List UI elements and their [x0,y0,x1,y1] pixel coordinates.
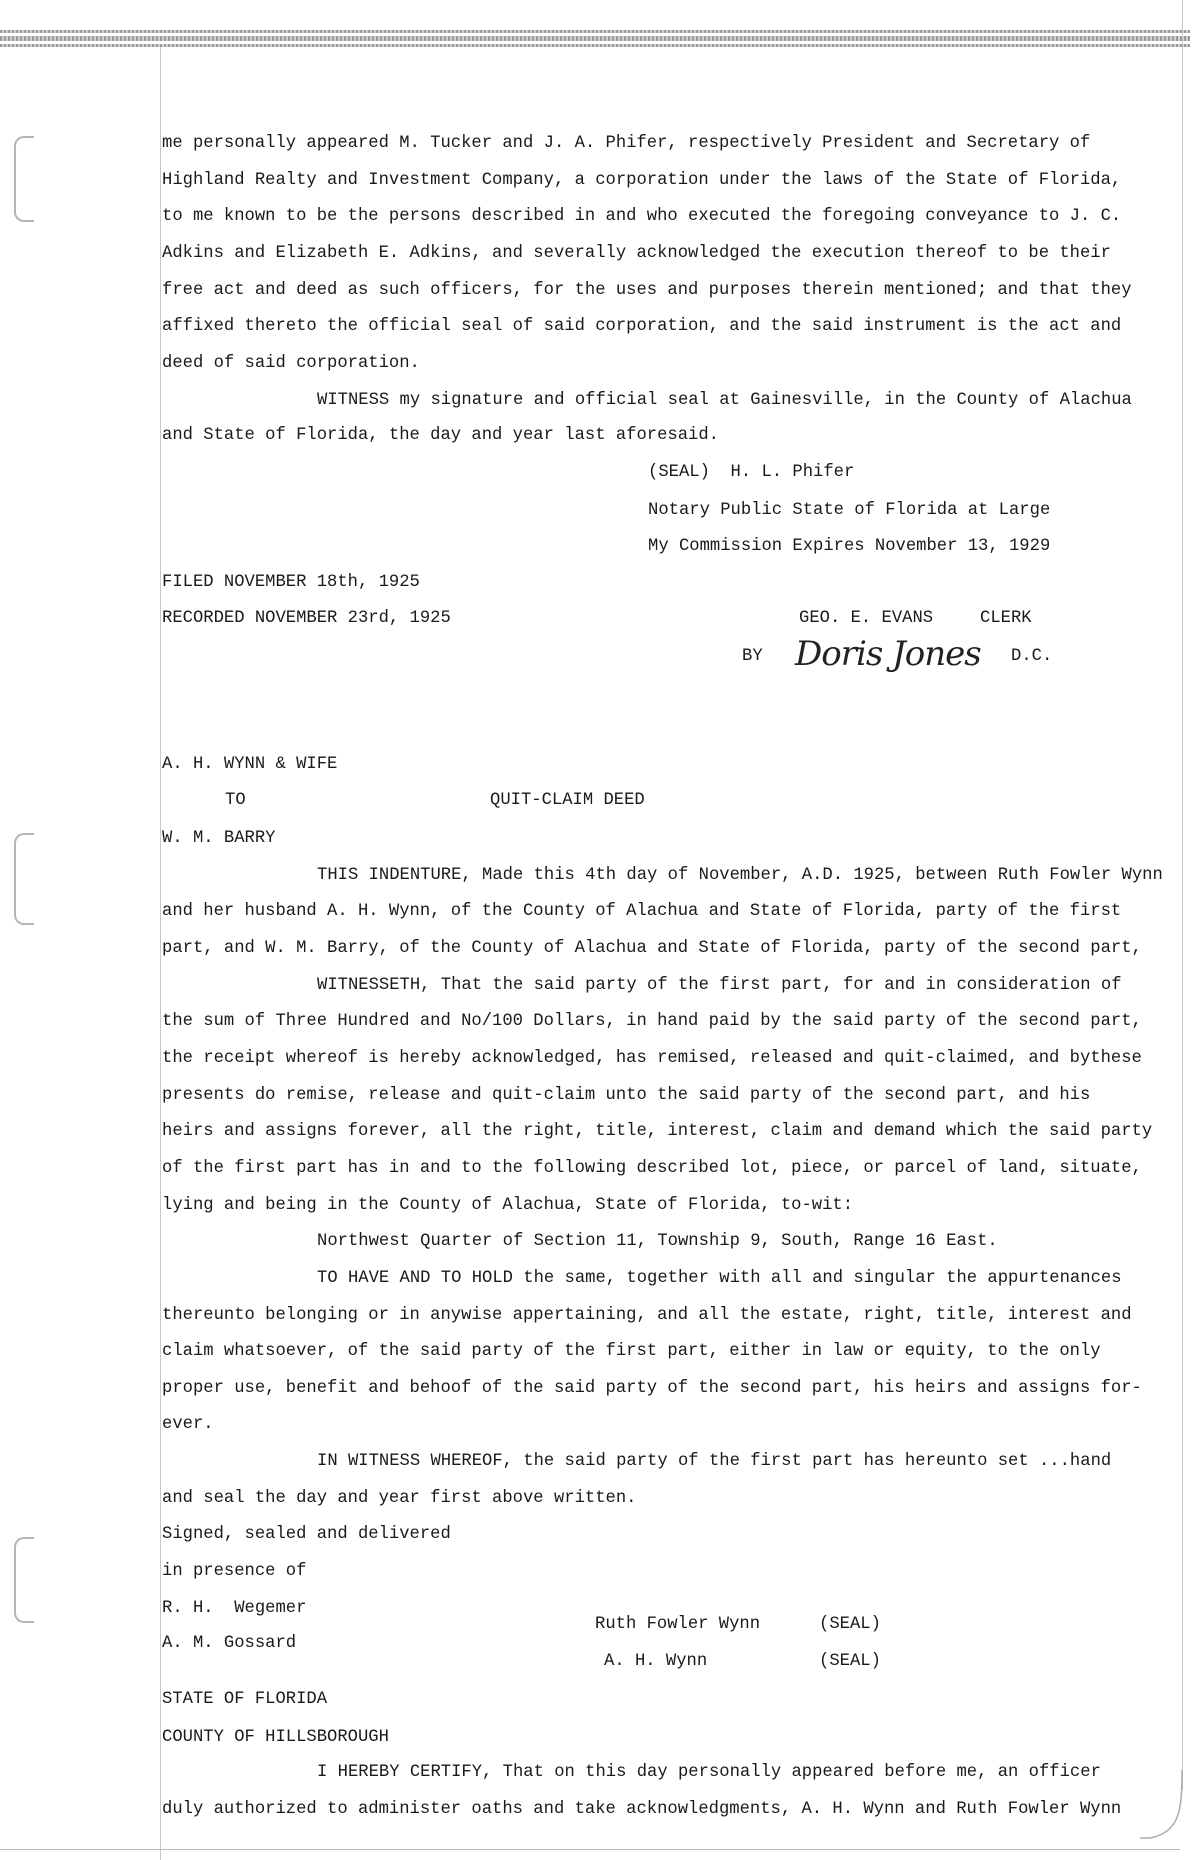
text-line: lying and being in the County of Alachua, State of Florida, to-wit: [162,1196,854,1215]
filed-date: FILED NOVEMBER 18th, 1925 [162,573,420,592]
presence-label: in presence of [162,1562,307,1581]
to-heading: TO [225,791,246,810]
deed-title: QUIT-CLAIM DEED [490,791,645,810]
text-line: affixed thereto the official seal of said corporation, and the said instrument is the act and [162,317,1122,336]
clerk-name: GEO. E. EVANS [799,609,934,628]
text-line: heirs and assigns forever, all the right, title, interest, claim and demand which the said party [162,1122,1153,1141]
top-rule-band [0,36,1190,41]
venue-county: COUNTY OF HILLSBOROUGH [162,1728,389,1747]
text-line: the receipt whereof is hereby acknowledged, has remised, released and quit-claimed, and bythese [162,1049,1142,1068]
notary-commission: My Commission Expires November 13, 1929 [648,537,1051,556]
legal-description: Northwest Quarter of Section 11, Township 9, South, Range 16 East. [317,1232,998,1251]
text-line: part, and W. M. Barry, of the County of Alachua and State of Florida, party of the second part, [162,939,1142,958]
text-line: WITNESSETH, That the said party of the first part, for and in consideration of [317,976,1122,995]
text-line: presents do remise, release and quit-claim unto the said party of the second part, and his [162,1086,1091,1105]
clerk-title: CLERK [980,609,1032,628]
recorded-date: RECORDED NOVEMBER 23rd, 1925 [162,609,451,628]
text-line: to me known to be the persons described in and who executed the foregoing conveyance to J. C. [162,207,1122,226]
text-line: the sum of Three Hundred and No/100 Dollars, in hand paid by the said party of the second part, [162,1012,1142,1031]
text-line: ever. [162,1415,214,1434]
notary-title: Notary Public State of Florida at Large [648,501,1051,520]
text-line: THIS INDENTURE, Made this 4th day of November, A.D. 1925, between Ruth Fowler Wynn [317,866,1163,885]
page-corner-curve [1140,1770,1200,1860]
grantee-heading: W. M. BARRY [162,829,276,848]
seal-label: (SEAL) [819,1652,881,1671]
grantor-signature: A. H. Wynn [604,1652,708,1671]
binder-hole-mark [14,833,34,925]
text-line: free act and deed as such officers, for the uses and purposes therein mentioned; and that they [162,281,1132,300]
left-margin-line [160,47,161,1860]
by-label: BY [742,647,763,666]
venue-state: STATE OF FLORIDA [162,1690,328,1709]
text-line: claim whatsoever, of the said party of the first part, either in law or equity, to the only [162,1342,1101,1361]
binder-hole-mark [14,136,34,222]
grantor-signature: Ruth Fowler Wynn [595,1615,761,1634]
deputy-clerk-label: D.C. [1011,647,1053,666]
text-line: of the first part has in and to the following described lot, piece, or parcel of land, situate, [162,1159,1142,1178]
text-line: duly authorized to administer oaths and take acknowledgments, A. H. Wynn and Ruth Fowler Wynn [162,1800,1122,1819]
text-line: proper use, benefit and behoof of the said party of the second part, his heirs and assigns for- [162,1379,1142,1398]
binder-hole-mark [14,1537,34,1623]
text-line: thereunto belonging or in anywise appertaining, and all the estate, right, title, interest and [162,1306,1132,1325]
text-line: IN WITNESS WHEREOF, the said party of the first part has hereunto set ...hand [317,1452,1112,1471]
deputy-clerk-signature: Doris Jones [795,634,981,674]
text-line: Highland Realty and Investment Company, a corporation under the laws of the State of Florida, [162,171,1122,190]
top-rule-band [0,30,1190,33]
notary-seal-line: (SEAL) H. L. Phifer [648,463,855,482]
text-line: TO HAVE AND TO HOLD the same, together with all and singular the appurtenances [317,1269,1122,1288]
signed-label: Signed, sealed and delivered [162,1525,451,1544]
witness-name: R. H. Wegemer [162,1599,307,1618]
grantor-heading: A. H. WYNN & WIFE [162,755,338,774]
text-line: and State of Florida, the day and year last aforesaid. [162,426,719,445]
text-line: I HEREBY CERTIFY, That on this day personally appeared before me, an officer [317,1763,1101,1782]
seal-label: (SEAL) [819,1615,881,1634]
top-rule-band [0,44,1190,47]
text-line: deed of said corporation. [162,354,420,373]
text-line: and her husband A. H. Wynn, of the County of Alachua and State of Florida, party of the first [162,902,1122,921]
text-line: WITNESS my signature and official seal at Gainesville, in the County of Alachua [317,391,1132,410]
text-line: me personally appeared M. Tucker and J. A. Phifer, respectively President and Secretary of [162,134,1091,153]
text-line: and seal the day and year first above written. [162,1489,637,1508]
right-margin-line [1182,0,1183,1790]
witness-name: A. M. Gossard [162,1634,297,1653]
text-line: Adkins and Elizabeth E. Adkins, and severally acknowledged the execution thereof to be their [162,244,1111,263]
bottom-edge-line [0,1849,1180,1850]
